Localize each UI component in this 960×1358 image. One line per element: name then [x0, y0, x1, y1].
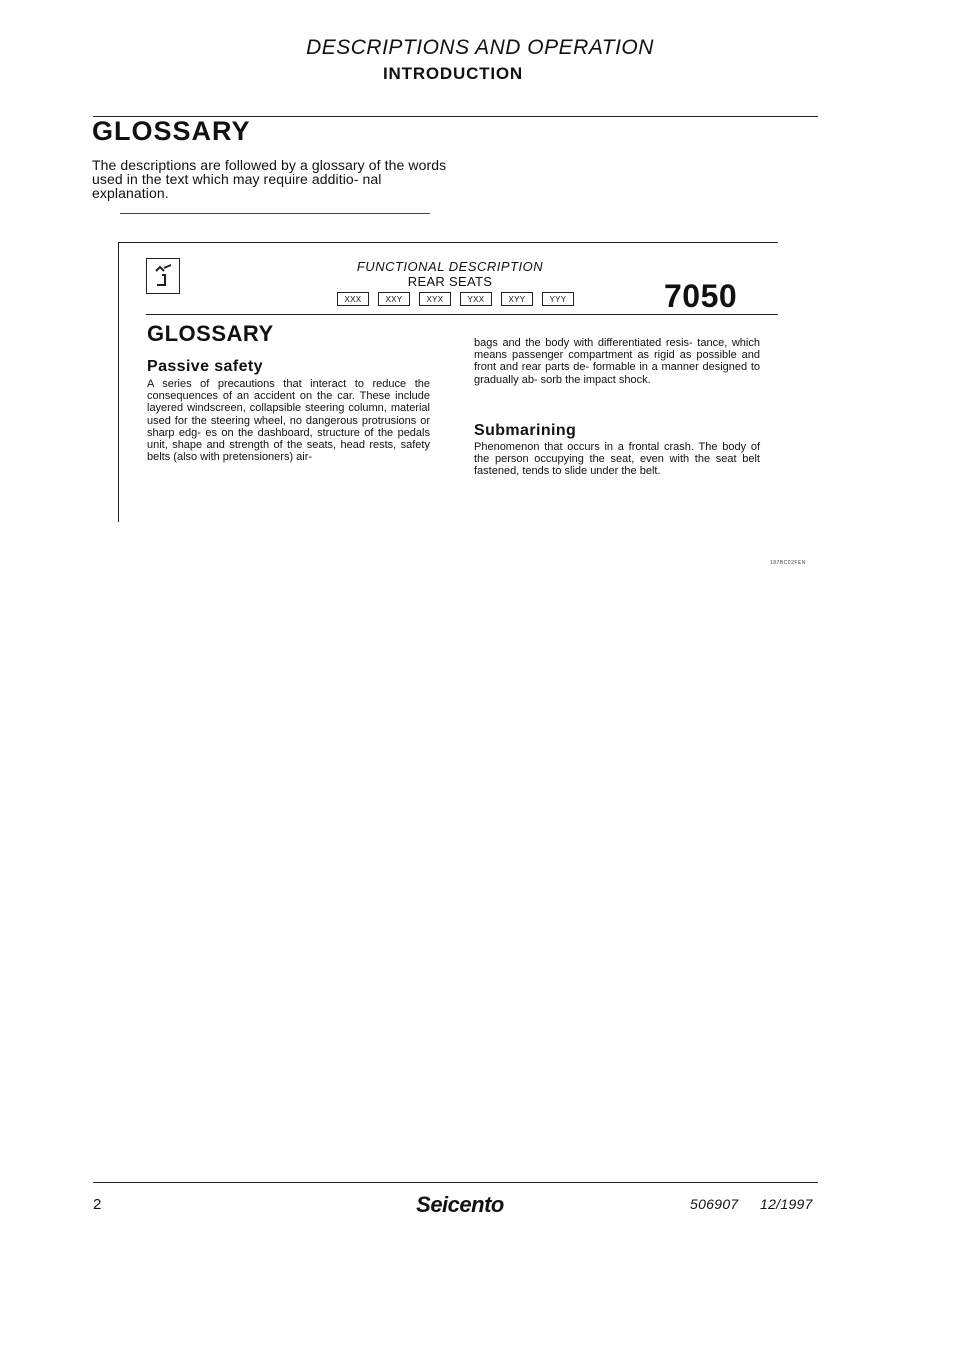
- frame-header-divider: [146, 314, 778, 315]
- code-box: XXY: [378, 292, 410, 306]
- document-date: 12/1997: [760, 1196, 813, 1212]
- brand-logo: Seicento: [416, 1192, 504, 1217]
- passive-safety-text-continued: bags and the body with differentiated resis- tance, which means passenger compartment as rigid as possible and front and rear parts de- formable in a manner designed to gradually ab- sorb the impact shock.: [474, 337, 760, 386]
- document-code: 506907: [690, 1196, 739, 1212]
- section-number: 7050: [664, 278, 738, 314]
- passive-safety-heading: Passive safety: [147, 358, 263, 375]
- passive-safety-text: A series of precautions that interact to reduce the consequences of an accident on the car. These include layered windscreen, collapsible steering column, material used for the steering wheel, no dangerous protrusions or sharp edg- es on the dashboard, structure of the pedals unit, shape and strength of the seats, head rests, safety belts (also with pretensioners) air-: [147, 378, 430, 464]
- functional-description-title: FUNCTIONAL DESCRIPTION: [356, 259, 544, 274]
- seat-icon: [146, 258, 180, 294]
- inner-glossary-heading: GLOSSARY: [147, 321, 274, 346]
- frame-top-border: [118, 242, 778, 243]
- code-box: XYX: [419, 292, 451, 306]
- code-boxes: [337, 292, 574, 306]
- document-section-title: DESCRIPTIONS AND OPERATION: [306, 36, 654, 59]
- code-box: XYY: [501, 292, 533, 306]
- functional-description-subject: REAR SEATS: [407, 274, 493, 289]
- glossary-intro-text: The descriptions are followed by a glossary of the words used in the text which may require additio- nal explanation.: [92, 157, 447, 201]
- code-box: YYY: [542, 292, 574, 306]
- glossary-heading: GLOSSARY: [92, 116, 251, 146]
- intro-divider: [120, 213, 430, 214]
- reference-code: 187BC02FEN: [770, 560, 806, 566]
- footer-divider: [93, 1182, 818, 1183]
- code-box: YXX: [460, 292, 492, 306]
- submarining-text: Phenomenon that occurs in a frontal crash. The body of the person occupying the seat, even with the seat belt fastened, tends to slide under the belt.: [474, 441, 760, 478]
- document-subsection-title: INTRODUCTION: [383, 64, 523, 83]
- submarining-heading: Submarining: [474, 422, 577, 439]
- frame-left-border: [118, 242, 119, 522]
- code-box: XXX: [337, 292, 369, 306]
- page-number: 2: [93, 1196, 102, 1213]
